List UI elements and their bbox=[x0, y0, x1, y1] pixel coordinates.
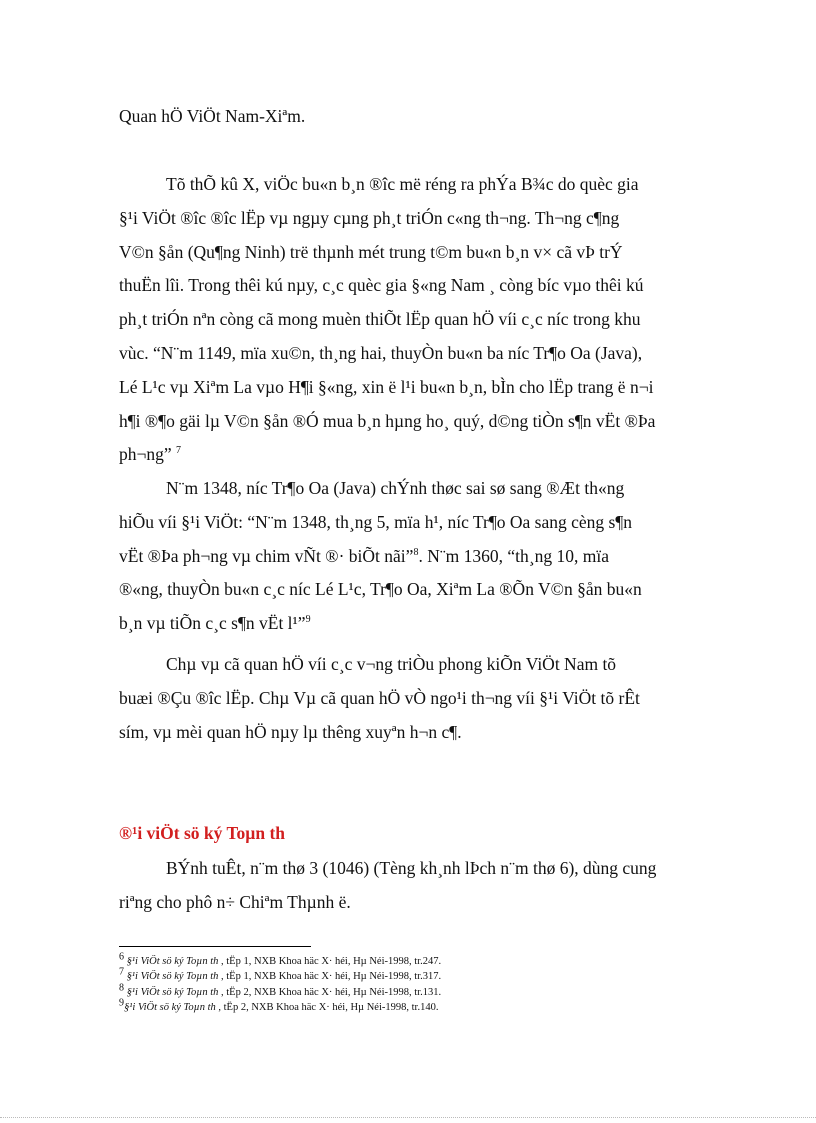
footnotes bbox=[119, 951, 719, 1015]
text-line: ph¬ng” $^7$ bbox=[119, 444, 182, 465]
footnote-separator bbox=[119, 946, 311, 947]
text-line: sím, vµ mèi quan hÖ nµy lµ thêng xuyªn h¬n c¶. bbox=[119, 721, 462, 742]
text-line: Lé L¹c vµ Xiªm La vµo H¶i §«ng, xin ë l¹i bu«n b¸n, bÌn cho lËp trang ë n¬i bbox=[119, 376, 654, 397]
section-heading: ®¹i viÖt sö ký Toµn th bbox=[119, 823, 286, 843]
text-line: h¶i ®¶o gäi lµ V©n §ån ®Ó mua b¸n hµng ho¸ quý, d©ng tiÒn s¶n vËt ®Þa bbox=[119, 410, 656, 431]
text-line: Tõ thÕ kû X, viÖc bu«n b¸n ®îc më réng ra phÝa B¾c do quèc gia bbox=[166, 174, 639, 194]
text-line: V©n §ån (Qu¶ng Ninh) trë thµnh mét trung t©m bu«n b¸n v× cã vÞ trÝ bbox=[119, 241, 623, 262]
text-line: vËt ®Þa ph¬ng vµ chim vÑt ®· biÕt nãi”$^8$. N¨m 1360, “th¸ng 10, mïa bbox=[119, 545, 609, 566]
text-line: buæi ®Çu ®îc lËp. Chµ Vµ cã quan hÖ vÒ ngo¹i th¬ng víi §¹i ViÖt tõ rÊt bbox=[119, 687, 640, 708]
text-line: vùc. “N¨m 1149, mïa xu©n, th¸ng hai, thuyÒn bu«n ba níc Tr¶o Oa (Java), bbox=[119, 342, 643, 363]
text-line: hiÕu víi §¹i ViÖt: “N¨m 1348, th¸ng 5, mïa h¹, níc Tr¶o Oa sang cèng s¶n bbox=[119, 511, 633, 532]
footnote: $^8$ §¹i ViÖt sö ký Toµn th , tËp 2, NXB Khoa häc X· héi, Hµ Néi-1998, tr.131. bbox=[119, 982, 442, 998]
text-line: N¨m 1348, níc Tr¶o Oa (Java) chÝnh thøc sai sø sang ®Æt th«ng bbox=[166, 478, 625, 498]
footnote-ref: 8 bbox=[413, 546, 419, 558]
text-line: Chµ vµ cã quan hÖ víi c¸c v¬ng triÒu phong kiÕn ViÖt Nam tõ bbox=[166, 654, 617, 674]
footnote: $^9$§¹i ViÖt sö ký Toµn th , tËp 2, NXB Khoa häc X· héi, Hµ Néi-1998, tr.140. bbox=[119, 997, 439, 1013]
footnote-ref: 7 bbox=[176, 445, 182, 457]
paragraph-3 bbox=[119, 648, 699, 749]
paragraph-4 bbox=[119, 852, 699, 920]
footnote: $^7$ §¹i ViÖt sö ký Toµn th , tËp 1, NXB Khoa häc X· héi, Hµ Néi-1998, tr.317. bbox=[119, 966, 442, 983]
text-line: riªng cho phô n÷ Chiªm Thµnh ë. bbox=[119, 891, 351, 912]
text-line: b¸n vµ tiÕn c¸c s¶n vËt l¹”$^9$ bbox=[119, 613, 311, 634]
page-boundary bbox=[0, 1117, 816, 1118]
footnote: $^6$ §¹i ViÖt sö ký Toµn th , tËp 1, NXB Khoa häc X· héi, Hµ Néi-1998, tr.247. bbox=[119, 951, 442, 967]
text-line: BÝnh tuÊt, n¨m thø 3 (1046) (Tèng kh¸nh lÞch n¨m thø 6), dùng cung bbox=[166, 858, 657, 878]
text-line: thuËn lîi. Trong thêi kú nµy, c¸c quèc gia §«ng Nam ¸ còng bíc vµo thêi kú bbox=[119, 275, 644, 296]
footnote-ref: 9 bbox=[305, 614, 311, 626]
text-line: ®«ng, thuyÒn bu«n c¸c níc Lé L¹c, Tr¶o Oa, Xiªm La ®Õn V©n §ån bu«n bbox=[119, 579, 642, 600]
paragraph-1 bbox=[119, 168, 699, 472]
section-title-line: Quan hÖ ViÖt Nam-Xiªm. bbox=[119, 106, 306, 126]
text-line: ph¸t triÓn nªn còng cã mong muèn thiÕt lËp quan hÖ víi c¸c níc trong khu bbox=[119, 309, 641, 330]
text-line: §¹i ViÖt ®îc ®îc lËp vµ ngµy cµng ph¸t triÓn c«ng th¬ng. Th¬ng c¶ng bbox=[119, 207, 620, 228]
paragraph-2 bbox=[119, 472, 699, 641]
